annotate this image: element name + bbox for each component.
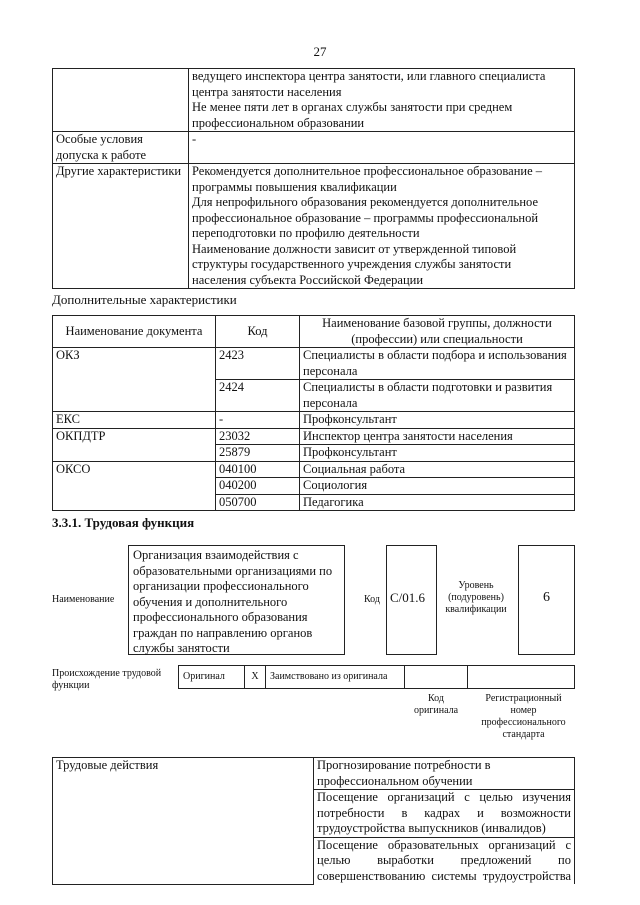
code-label: Код [364, 594, 380, 605]
cell-code: 25879 [216, 445, 300, 462]
labor-action: Посещение организаций с целью изучения потребности в кадрах и возможности трудоустройства выпускников (инвалидов) [314, 790, 575, 838]
cell-document [53, 478, 216, 495]
column-header-name: Наименование базовой группы, должности (профессии) или специальности [300, 316, 575, 348]
text-line: Рекомендуется дополнительное профессиональное образование – [192, 164, 543, 178]
cell-document: ОКЗ [53, 348, 216, 380]
cell-name: Профконсультант [300, 445, 575, 462]
cell-document [53, 494, 216, 511]
row-label: Другие характеристики [53, 164, 189, 289]
cell-name: Социальная работа [300, 461, 575, 478]
labor-action: Посещение образовательных организаций с целью выработки предложений по совершенствованию системы трудоустройства [314, 837, 575, 884]
origin-original-cell: Оригинал [179, 666, 245, 689]
table-row [53, 69, 575, 132]
text-line: переподготовки по профилю деятельности [192, 226, 420, 240]
row-label [53, 69, 189, 132]
row-content [189, 132, 575, 164]
table-row [179, 666, 575, 689]
code-value-box: С/01.6 [386, 545, 437, 655]
cell-document: ЕКС [53, 412, 216, 429]
cell-name: Профконсультант [300, 412, 575, 429]
text-line: Для непрофильного образования рекомендуется дополнительное [192, 195, 539, 209]
cell-document: ОКСО [53, 461, 216, 478]
labor-action: Прогнозирование потребности в профессиональном обучении [314, 758, 575, 790]
column-header-code: Код [216, 316, 300, 348]
cell-name: Педагогика [300, 494, 575, 511]
table-row [53, 412, 575, 429]
table-row [53, 494, 575, 511]
cell-code: 050700 [216, 494, 300, 511]
labor-actions-table [52, 757, 575, 885]
function-name-box: Организация взаимодействия с образовательными организациями по организации профессионального обучения и дополнительного профессионального образования граждан по направлению органов службы занятости [128, 545, 345, 655]
cell-code: 2423 [216, 348, 300, 380]
table-header-row [53, 316, 575, 348]
cell-name: Инспектор центра занятости населения [300, 428, 575, 445]
text-line: Не менее пяти лет в органах службы занятости при среднем [192, 100, 513, 114]
row-label: Трудовые действия [53, 758, 314, 885]
table-row [53, 758, 575, 790]
cell-code: 2424 [216, 380, 300, 412]
table-row [53, 478, 575, 495]
text-line: - [192, 132, 197, 146]
text-line: центра занятости населения [192, 84, 342, 99]
cell-document: ОКПДТР [53, 428, 216, 445]
function-name-label: Наименование [52, 594, 115, 605]
registration-number-caption: Регистрационный номер профессионального стандарта [481, 693, 566, 740]
text-line: структуры государственного учреждения службы занятости [192, 257, 512, 271]
origin-label: Происхождение трудовой функции [52, 668, 162, 691]
qualification-level-box: 6 [518, 545, 575, 655]
table-row [53, 428, 575, 445]
origin-mark-cell: X [245, 666, 266, 689]
cell-code: 23032 [216, 428, 300, 445]
qualification-requirements-table [52, 68, 575, 289]
additional-characteristics-heading: Дополнительные характеристики [52, 292, 237, 307]
text-line: профессиональном образовании [192, 115, 365, 130]
origin-reg-number-cell [468, 666, 575, 689]
cell-code: - [216, 412, 300, 429]
qualification-level-label: Уровень (подуровень) квалификации [445, 580, 507, 615]
cell-name: Социология [300, 478, 575, 495]
additional-characteristics-table [52, 315, 575, 511]
cell-code: 040200 [216, 478, 300, 495]
column-header-document: Наименование документа [53, 316, 216, 348]
table-row [53, 445, 575, 462]
table-row [53, 348, 575, 380]
text-line: населения субъекта Российской Федерации [192, 272, 424, 287]
row-label: Особые условия допуска к работе [53, 132, 189, 164]
cell-name: Специалисты в области подбора и использования персонала [300, 348, 575, 380]
row-content [189, 69, 575, 132]
cell-document [53, 445, 216, 462]
table-row [53, 380, 575, 412]
table-row [53, 164, 575, 289]
section-title: 3.3.1. Трудовая функция [52, 515, 195, 530]
origin-table [178, 665, 575, 689]
table-row [53, 132, 575, 164]
cell-code: 040100 [216, 461, 300, 478]
table-row [53, 461, 575, 478]
text-line: программы повышения квалификации [192, 179, 397, 194]
text-line: профессиональное образование – программы профессиональной [192, 210, 539, 225]
cell-document [53, 380, 216, 412]
cell-name: Специалисты в области подготовки и развития персонала [300, 380, 575, 412]
origin-code-cell [405, 666, 468, 689]
row-content [189, 164, 575, 289]
page-number: 27 [313, 44, 327, 59]
original-code-caption: Код оригинала [413, 693, 459, 716]
origin-borrowed-cell: Заимствовано из оригинала [266, 666, 405, 689]
text-line: Наименование должности зависит от утвержденной типовой [192, 241, 517, 256]
text-line: ведущего инспектора центра занятости, или главного специалиста [192, 69, 546, 83]
